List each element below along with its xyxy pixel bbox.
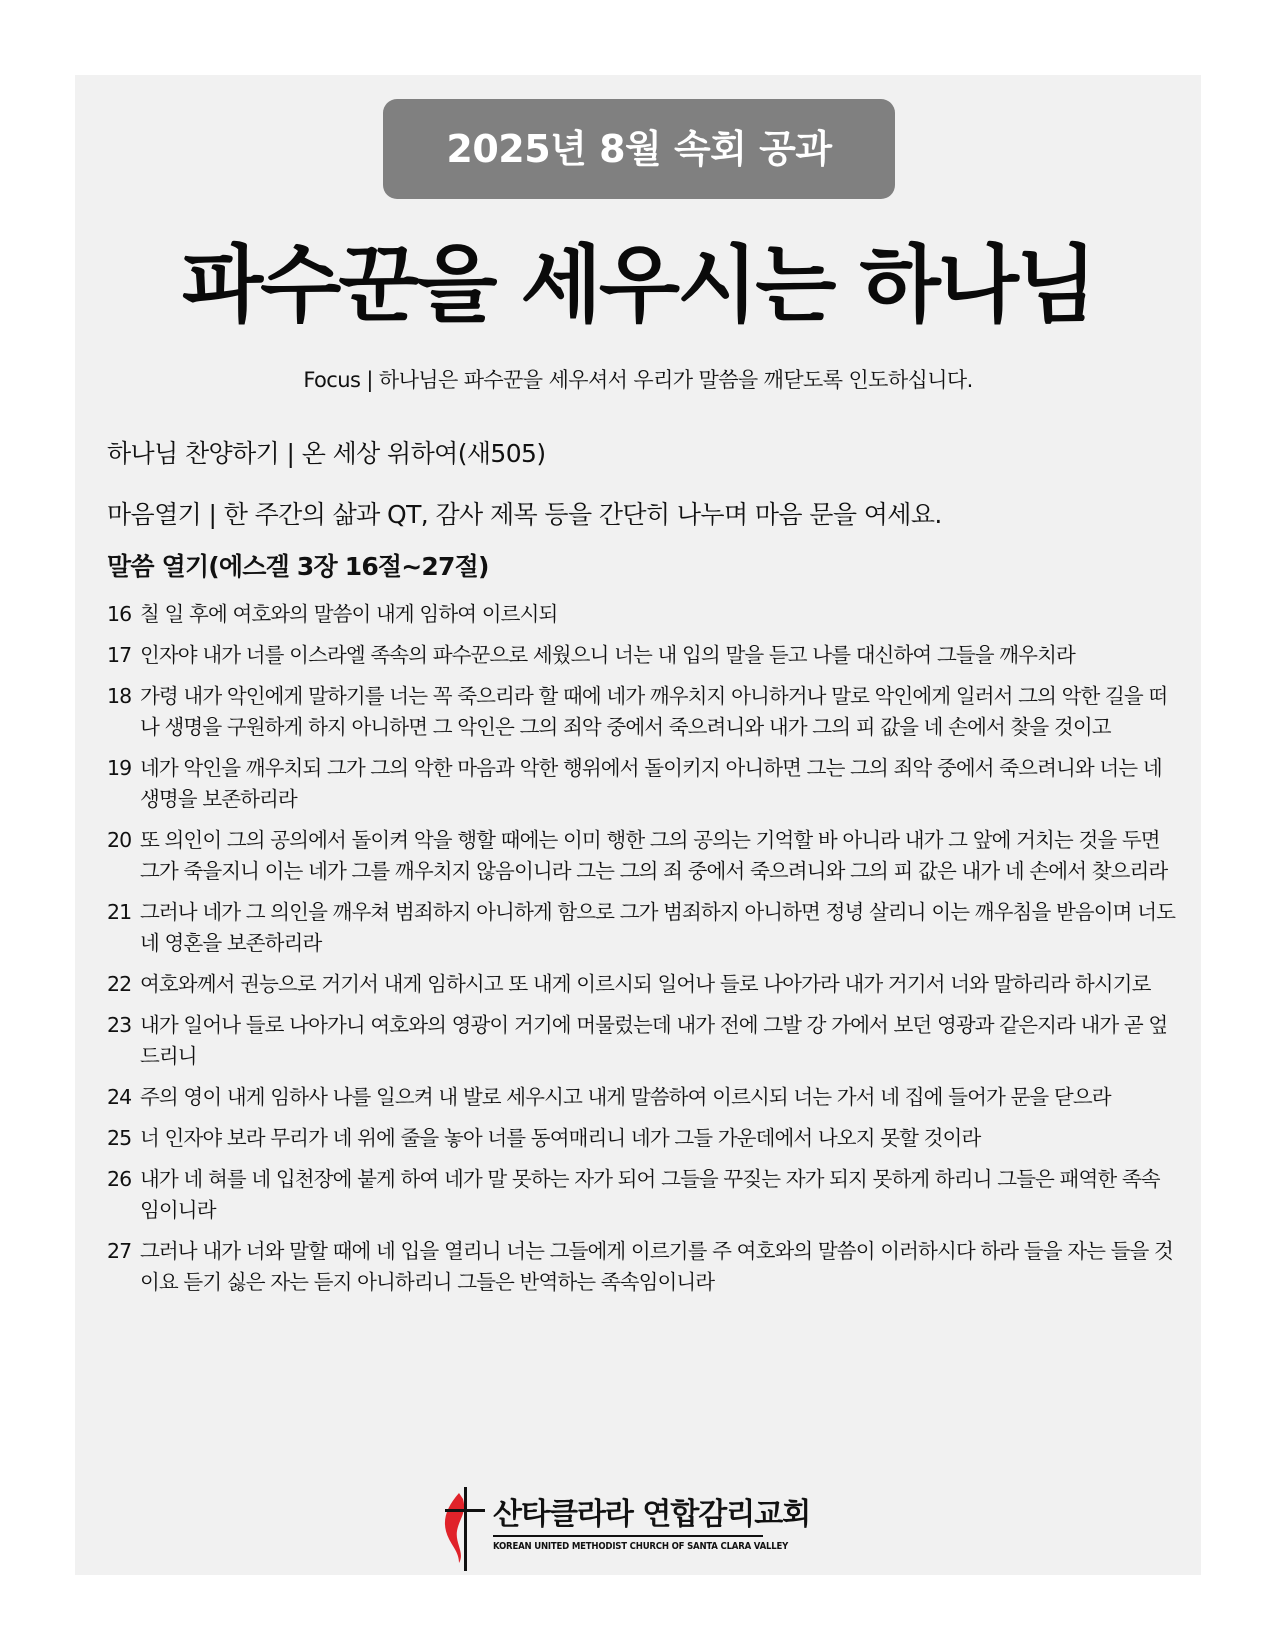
cross-and-flame-icon [437, 1483, 487, 1573]
logo-divider [493, 1535, 763, 1537]
verse-number: 20 [107, 828, 132, 852]
verse-number: 18 [107, 684, 132, 708]
verse-number: 22 [107, 972, 132, 996]
verse-number: 26 [107, 1167, 132, 1191]
verse-number: 16 [107, 602, 132, 626]
verse-text: 그러나 네가 그 의인을 깨우쳐 범죄하지 아니하게 함으로 그가 범죄하지 아니하면 정녕 살리니 이는 깨우침을 받음이며 너도 네 영혼을 보존하리라 [140, 900, 1176, 955]
verse-number: 17 [107, 643, 132, 667]
verse-item [107, 1236, 1177, 1298]
verse-number: 24 [107, 1085, 132, 1109]
verse-number: 21 [107, 900, 132, 924]
verse-number: 25 [107, 1126, 132, 1150]
verse-item [107, 1123, 1177, 1154]
verse-number: 19 [107, 756, 132, 780]
verse-item [107, 1164, 1177, 1226]
verse-item [107, 753, 1177, 815]
logo-english-name: KOREAN UNITED METHODIST CHURCH OF SANTA CLARA VALLEY [493, 1541, 789, 1552]
verse-text: 또 의인이 그의 공의에서 돌이켜 악을 행할 때에는 이미 행한 그의 공의는 기억할 바 아니라 내가 그 앞에 거치는 것을 두면 그가 죽을지니 이는 네가 그를 깨우치지 않음이니라 그는 그의 죄 중에서 죽으려니와 그의 피 값은 내가 네 손에서 찾으리라 [140, 828, 1168, 883]
praise-line: 하나님 찬양하기 | 온 세상 위하여(새505) [107, 439, 546, 468]
verse-text: 여호와께서 권능으로 거기서 내게 임하시고 또 내게 이르시되 일어나 들로 나아가라 내가 거기서 너와 말하리라 하시기로 [140, 972, 1151, 996]
verse-text: 내가 네 혀를 네 입천장에 붙게 하여 네가 말 못하는 자가 되어 그들을 꾸짖는 자가 되지 못하게 하리니 그들은 패역한 족속임이니라 [140, 1167, 1160, 1222]
verse-text: 그러나 내가 너와 말할 때에 네 입을 열리니 너는 그들에게 이르기를 주 여호와의 말씀이 이러하시다 하라 들을 자는 들을 것이요 듣기 싫은 자는 듣지 아니하리니 그들은 반역하는 족속임이니라 [140, 1239, 1173, 1294]
verse-item [107, 1082, 1177, 1113]
verse-item [107, 969, 1177, 1000]
verse-item [107, 897, 1177, 959]
verse-list [107, 599, 1177, 1308]
verse-text: 너 인자야 보라 무리가 네 위에 줄을 놓아 너를 동여매리니 네가 그들 가운데에서 나오지 못할 것이라 [140, 1126, 981, 1150]
verse-item [107, 681, 1177, 743]
verse-item [107, 599, 1177, 630]
verse-text: 인자야 내가 너를 이스라엘 족속의 파수꾼으로 세웠으니 너는 내 입의 말을 듣고 나를 대신하여 그들을 깨우치라 [140, 643, 1075, 667]
church-logo [437, 1483, 837, 1573]
verse-item [107, 825, 1177, 887]
logo-korean-name: 산타클라라 연합감리교회 [493, 1497, 811, 1532]
page-title: 파수꾼을 세우시는 하나님 [181, 236, 1095, 334]
verse-number: 23 [107, 1013, 132, 1037]
verse-item [107, 640, 1177, 671]
date-banner: 2025년 8월 속회 공과 [383, 99, 895, 199]
verse-number: 27 [107, 1239, 132, 1263]
verse-text: 네가 악인을 깨우치되 그가 그의 악한 마음과 악한 행위에서 돌이키지 아니하면 그는 그의 죄악 중에서 죽으려니와 너는 네 생명을 보존하리라 [140, 756, 1162, 811]
lesson-page [75, 75, 1201, 1575]
verse-text: 내가 일어나 들로 나아가니 여호와의 영광이 거기에 머물렀는데 내가 전에 그발 강 가에서 보던 영광과 같은지라 내가 곧 엎드리니 [140, 1013, 1168, 1068]
verse-item [107, 1010, 1177, 1072]
verse-text: 칠 일 후에 여호와의 말씀이 내게 임하여 이르시되 [140, 602, 558, 626]
open-heart-line: 마음열기 | 한 주간의 삶과 QT, 감사 제목 등을 간단히 나누며 마음 문을 여세요. [107, 500, 942, 529]
scripture-heading: 말씀 열기(에스겔 3장 16절~27절) [107, 552, 489, 581]
verse-text: 가령 내가 악인에게 말하기를 너는 꼭 죽으리라 할 때에 네가 깨우치지 아니하거나 말로 악인에게 일러서 그의 악한 길을 떠나 생명을 구원하게 하지 아니하면 그 악인은 그의 죄악 중에서 죽으려니와 내가 그의 피 값을 네 손에서 찾을 것이고 [140, 684, 1168, 739]
verse-text: 주의 영이 내게 임하사 나를 일으켜 내 발로 세우시고 내게 말씀하여 이르시되 너는 가서 네 집에 들어가 문을 닫으라 [140, 1085, 1111, 1109]
focus-statement: Focus | 하나님은 파수꾼을 세우셔서 우리가 말씀을 깨닫도록 인도하십니다. [303, 368, 973, 392]
